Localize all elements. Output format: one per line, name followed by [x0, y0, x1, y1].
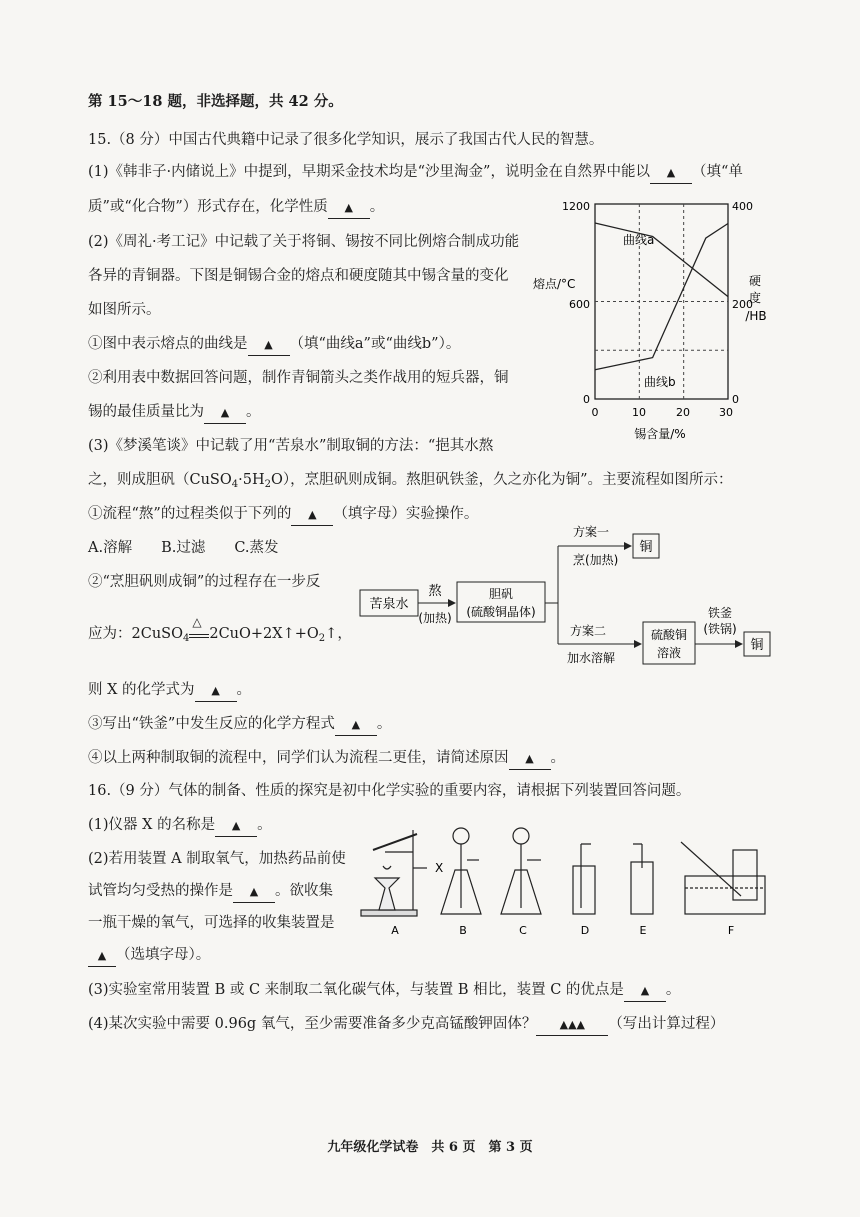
stand-base: [361, 910, 417, 916]
answer-blank: ▲: [291, 505, 333, 526]
section-header: 第 15～18 题，非选择题，共 42 分。: [88, 93, 343, 110]
right-tick-200: 200: [732, 298, 753, 311]
copper-label-1: 铜: [639, 540, 653, 555]
label-a: A: [391, 924, 399, 937]
left-axis-label: 熔点/°C: [533, 277, 576, 291]
q16-part2-line2: 试管均匀受热的操作是 ▲ 。欲收集: [88, 881, 333, 903]
curve-b-line: [595, 224, 728, 370]
x-tick-10: 10: [632, 406, 646, 419]
answer-blank: ▲▲▲: [536, 1015, 608, 1036]
curve-a-label: 曲线a: [623, 233, 655, 247]
q15-part3-q2-line1: ②“烹胆矾则成铜”的过程存在一步反: [88, 574, 321, 590]
answer-blank: ▲: [88, 946, 116, 967]
q15-part2-line2: 各异的青铜器。下图是铜锡合金的熔点和硬度随其中锡含量的变化: [88, 268, 509, 284]
step1-top: 熬: [428, 584, 442, 599]
q15-part3-q4: ④以上两种制取铜的流程中，同学们认为流程二更佳，请简述原因 ▲ 。: [88, 748, 565, 770]
answer-blank: ▲: [215, 816, 257, 837]
box2-line2: (硫酸铜晶体): [466, 605, 536, 619]
q15-part3-q3: ③写出“铁釜”中发生反应的化学方程式 ▲ 。: [88, 714, 391, 736]
x-tick-20: 20: [676, 406, 690, 419]
answer-blank: ▲: [624, 981, 666, 1002]
label-f: F: [727, 924, 735, 937]
tube-d: [581, 844, 591, 908]
x-label: X: [435, 861, 444, 875]
q15-part3-options: A.溶解 B.过滤 C.蒸发: [88, 540, 279, 556]
answer-blank: ▲: [233, 882, 275, 903]
bottle-e: [631, 862, 653, 914]
answer-blank: ▲: [335, 715, 377, 736]
q16-part2-line4: ▲ （选填字母）。: [88, 945, 210, 967]
box3-line2: 溶液: [656, 646, 682, 660]
q15-part3-line1: (3)《梦溪笔谈》中记载了用“苦泉水”制取铜的方法：“挹其水熬: [88, 438, 494, 454]
left-tick-600: 600: [569, 298, 590, 311]
label-c: C: [519, 924, 527, 937]
source-label: 苦泉水: [369, 597, 409, 612]
q15-part2-line1: (2)《周礼·考工记》中记载了关于将铜、锡按不同比例熔合制成功能: [88, 234, 520, 250]
q15-part3-q2-equation: 应为：2CuSO$_4$ △ $2CuO+2X↑+O_2↑$，: [88, 624, 352, 649]
q15-part1-line2: 质”或“化合物”）形式存在，化学性质 ▲ 。: [88, 197, 384, 219]
alcohol-lamp: [375, 878, 399, 910]
q16-part1: (1)仪器 X 的名称是 ▲ 。: [88, 815, 272, 837]
chart-gridlines: [595, 204, 728, 399]
q16-part2-line1: (2)若用装置 A 制取氧气，加热药品前使: [88, 851, 346, 867]
bottle-d: [573, 866, 595, 914]
q16-part3: (3)实验室常用装置 B 或 C 来制取二氧化碳气体，与装置 B 相比，装置 C 的优点是 ▲ 。: [88, 980, 680, 1002]
label-e: E: [639, 924, 647, 937]
copper-process-flow: [355, 520, 795, 670]
x-axis-label: 锡含量/%: [634, 427, 686, 441]
right-axis-label-2: 度: [748, 291, 762, 305]
step1-bottom: (加热): [418, 611, 452, 625]
x-tick-0: 0: [591, 406, 599, 419]
q15-part3-q2-line3: 则 X 的化学式为 ▲ 。: [88, 680, 251, 702]
q15-part2-line3: 如图所示。: [88, 302, 161, 318]
funnel-c: [513, 828, 529, 844]
test-tube: [373, 834, 417, 850]
answer-blank: ▲: [328, 198, 370, 219]
right-tick-0: 0: [732, 393, 739, 406]
box3-line1: 硫酸铜: [650, 628, 688, 642]
q15-part2-q2-line1: ②利用表中数据回答问题，制作青铜箭头之类作战用的短兵器，铜: [88, 370, 509, 386]
q16-part2-line3: 一瓶干燥的氧气，可选择的收集装置是: [88, 915, 335, 931]
lamp-flame: [383, 866, 391, 869]
funnel-b: [453, 828, 469, 844]
q15-part2-q2-line2: 锡的最佳质量比为 ▲ 。: [88, 402, 261, 424]
q16-intro: 16.（9 分）气体的制备、性质的探究是初中化学实验的重要内容，请根据下列装置回答问题。: [88, 783, 691, 799]
curve-a-line: [595, 223, 728, 297]
answer-blank: ▲: [248, 335, 290, 356]
alloy-chart: [530, 196, 770, 446]
answer-blank: ▲: [509, 749, 551, 770]
q15-part3-line2: 之，则成胆矾$(CuSO_4\cdot 5H_2O)$，烹胆矾则成铜。熬胆矾铁釜，久之亦化为铜”。主要流程如图所示：: [88, 472, 733, 490]
answer-blank: ▲: [195, 681, 237, 702]
fe-label-1: 铁釜: [707, 606, 733, 620]
page-footer: 九年级化学试卷 共 6 页 第 3 页: [327, 1140, 533, 1155]
answer-blank: ▲: [204, 403, 246, 424]
apparatus-diagram: [355, 822, 775, 942]
answer-blank: ▲: [650, 163, 692, 184]
curve-b-label: 曲线b: [644, 375, 676, 389]
label-d: D: [580, 924, 590, 937]
copper-label-2: 铜: [750, 638, 764, 653]
left-tick-1200: 1200: [562, 200, 590, 213]
plan2-step: 加水溶解: [567, 651, 616, 665]
q15-intro: 15.（8 分）中国古代典籍中记录了很多化学知识，展示了我国古代人民的智慧。: [88, 132, 604, 148]
q15-part3-q1: ①流程“熬”的过程类似于下列的 ▲ （填字母）实验操作。: [88, 504, 478, 526]
q15-part1-line1: (1)《韩非子·内储说上》中提到，早期采金技术均是“沙里淘金”，说明金在自然界中能以 ▲ （填“单: [88, 162, 743, 184]
fe-label-2: (铁锅): [703, 622, 737, 636]
plan2-label: 方案二: [570, 624, 607, 638]
plan1-label: 方案一: [573, 525, 610, 539]
right-axis-label-1: 硬: [748, 274, 762, 288]
tube-e: [633, 844, 642, 868]
right-axis-label-3: /HB: [745, 309, 767, 323]
box2-line1: 胆矾: [488, 587, 514, 601]
left-tick-0: 0: [583, 393, 590, 406]
label-b: B: [459, 924, 467, 937]
heat-symbol: △: [192, 615, 202, 629]
q15-part2-q1: ①图中表示熔点的曲线是 ▲ （填“曲线a”或“曲线b”）。: [88, 334, 460, 356]
plan1-step: 烹(加热): [573, 553, 619, 567]
x-tick-30: 30: [719, 406, 733, 419]
q16-part4: (4)某次实验中需要 0.96g 氧气，至少需要准备多少克高锰酸钾固体？ ▲▲▲ （写出计算过程）: [88, 1014, 724, 1036]
right-tick-400: 400: [732, 200, 753, 213]
